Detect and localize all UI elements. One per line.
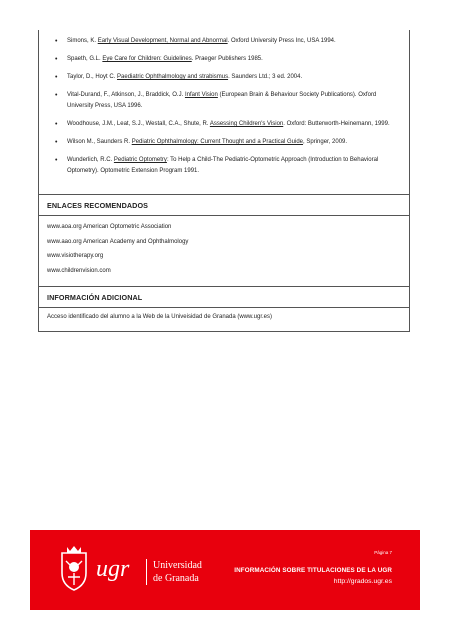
university-name-line1: Universidad [153,560,202,571]
reference-item [67,36,401,47]
reference-authors: Simons, K. [67,38,98,44]
university-name [153,559,202,585]
info-heading: INFORMACIÓN ADICIONAL [39,287,409,308]
reference-publisher: . Saunders Ltd.; 3 ed. 2004. [228,74,303,80]
enlaces-list [39,216,409,286]
reference-item [67,137,401,148]
reference-title-link[interactable]: Early Visual Development, Normal and Abnormal [97,38,228,44]
logo-divider [146,559,147,585]
reference-title-link[interactable]: Assessing Children's Vision [209,121,284,127]
reference-publisher: . Oxford University Press Inc, USA 1994. [227,38,336,44]
reference-authors: Vital-Durand, F., Atkinson, J., Braddick, O.J. [67,92,185,98]
university-name-line2: de Granada [153,573,199,584]
reference-title-link[interactable]: Paediatric Ophthalmology and strabismus [117,74,229,80]
enlaces-heading: ENLACES RECOMENDADOS [39,195,409,216]
bibliography [39,30,409,194]
enlaces-section [39,194,409,286]
info-text: Acceso identificado del alumno a la Web de la Univeisidad de Granada (www.ugr.es) [47,314,273,320]
reference-publisher: . Oxford: Butterworth-Heinemann, 1999. [283,121,390,127]
reference-authors: Woodhouse, J.M., Leat, S.J., Westall, C.A., Shute, R. [67,121,210,127]
reference-title-link[interactable]: Pediatric Ophthalmology: Current Thought and a Practical Guide [131,139,304,145]
footer-title: INFORMACIÓN SOBRE TITULACIONES DE LA UGR [234,567,392,574]
link-aoa[interactable]: www.aoa.org American Optometric Association [47,224,172,230]
footer-banner [30,530,420,610]
coat-of-arms-icon [56,543,92,593]
reference-item [67,90,401,112]
footer-url-link[interactable]: http://grados.ugr.es [333,578,392,585]
link-aao[interactable]: www.aao.org American Academy and Ophthalmology [47,238,189,245]
reference-publisher: (European Brain & Behaviour Society Publications). Oxford University Press, USA 1996. [67,92,377,109]
reference-authors: Taylor, D., Hoyt C. [67,74,118,80]
reference-title-link[interactable]: Infant Vision [184,92,218,98]
page-number: Página 7 [374,550,392,555]
reference-item [67,72,401,83]
university-logo [56,543,206,593]
reference-authors: Spaeth, G.L. [67,56,103,62]
reference-list [49,36,401,177]
link-childrenvision[interactable]: www.childrenvision.com [47,267,111,274]
reference-publisher: . Praeger Publishers 1985. [191,56,263,62]
reference-authors: Wilson M., Saunders R. [67,139,132,145]
reference-title-link[interactable]: Pediatric Optometry [113,157,167,163]
info-section [39,286,409,331]
reference-publisher: , Springer, 2009. [303,139,348,145]
reference-item [67,119,401,130]
reference-item [67,155,401,177]
reference-authors: Wunderlich, R.C. [67,157,114,163]
link-visiotherapy[interactable]: www.visiotherapy.org [47,253,104,259]
reference-title-link[interactable]: Eye Care for Children: Guidelines [102,56,192,62]
content-frame [38,30,410,332]
reference-publisher: : To Help a Child-The Pediatric-Optometric Approach (Introduction to Behavioral Optometry). Optometric Extension Program 1991. [67,157,379,174]
ugr-wordmark: ugr [96,556,130,582]
reference-item [67,54,401,65]
